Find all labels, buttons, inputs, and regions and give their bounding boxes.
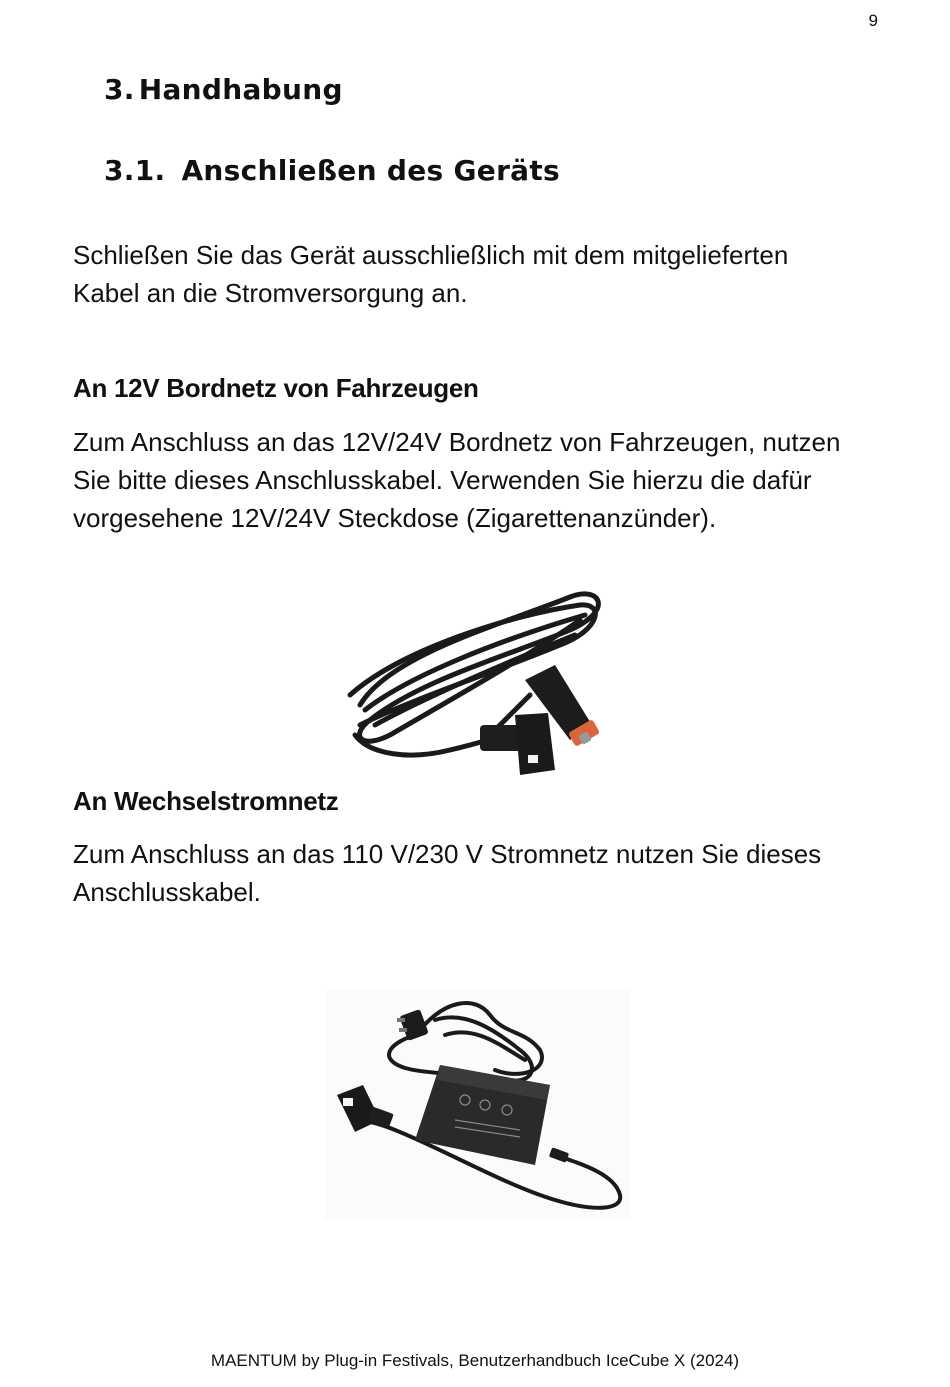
page-footer: MAENTUM by Plug-in Festivals, Benutzerhandbuch IceCube X (2024) [210, 1351, 740, 1370]
car-line: vorgesehene 12V/24V Steckdose (Zigarettenanzünder). [73, 503, 717, 533]
car-heading: An 12V Bordnetz von Fahrzeugen [73, 373, 479, 403]
subsection-heading [104, 154, 560, 187]
car-cable-image [330, 585, 620, 785]
page-number: 9 [868, 11, 878, 30]
section-number: 3. [104, 73, 135, 106]
car-line: Sie bitte dieses Anschlusskabel. Verwenden Sie hierzu die dafür [73, 465, 812, 495]
car-line: Zum Anschluss an das 12V/24V Bordnetz von Fahrzeugen, nutzen [73, 427, 841, 457]
intro-line: Kabel an die Stromversorgung an. [73, 278, 468, 308]
subsection-title: Anschließen des Geräts [181, 154, 561, 187]
intro-paragraph [73, 236, 788, 312]
ac-line: Zum Anschluss an das 110 V/230 V Stromnetz nutzen Sie dieses [73, 839, 822, 869]
ac-paragraph [73, 835, 821, 911]
subsection-number: 3.1. [104, 154, 166, 187]
intro-line: Schließen Sie das Gerät ausschließlich mit dem mitgelieferten [73, 240, 789, 270]
ac-heading: An Wechselstromnetz [73, 786, 339, 816]
section-title: Handhabung [138, 73, 343, 106]
ac-line: Anschlusskabel. [73, 877, 261, 907]
section-heading [104, 73, 343, 106]
ac-adapter-image [325, 990, 630, 1220]
car-paragraph [73, 423, 840, 537]
